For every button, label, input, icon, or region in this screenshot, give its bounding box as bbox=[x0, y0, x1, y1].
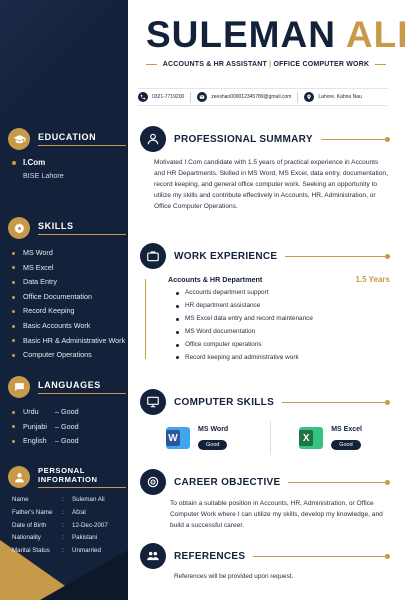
contact-location: Lahore, Kahna Nau bbox=[304, 92, 361, 102]
computer-skills-title: COMPUTER SKILLS bbox=[174, 396, 275, 408]
location-pin-icon bbox=[304, 92, 314, 102]
phone-icon bbox=[138, 92, 148, 102]
summary-title: PROFESSIONAL SUMMARY bbox=[174, 133, 313, 145]
ms-excel-logo-icon: X bbox=[299, 427, 323, 449]
user-icon bbox=[8, 466, 30, 488]
list-item: Record Keeping bbox=[12, 304, 126, 319]
computer-skills-section bbox=[140, 389, 390, 455]
skill-card-word: W MS Word Good bbox=[166, 426, 228, 451]
job-title: ACCOUNTS & HR ASSISTANT | OFFICE COMPUTER WORK bbox=[162, 61, 370, 68]
graduation-cap-icon bbox=[8, 128, 30, 150]
references-title: REFERENCES bbox=[174, 550, 246, 562]
language-row: English – Good bbox=[8, 434, 126, 449]
monitor-icon bbox=[140, 389, 166, 415]
experience-duration: 1.5 Years bbox=[355, 275, 390, 284]
skills-section bbox=[8, 215, 126, 363]
job-title-row bbox=[146, 61, 386, 68]
target-icon bbox=[140, 469, 166, 495]
ms-word-logo-icon: W bbox=[166, 427, 190, 449]
skills-title: SKILLS bbox=[38, 221, 126, 235]
contact-email[interactable]: zeeshan000012345789@gmail.com bbox=[197, 92, 291, 102]
list-item: Basic Accounts Work bbox=[12, 319, 126, 334]
skills-list bbox=[8, 246, 126, 363]
experience-department: Accounts & HR Department bbox=[168, 275, 263, 284]
gear-icon bbox=[8, 217, 30, 239]
list-item: MS Word bbox=[12, 246, 126, 261]
education-degree: I.Com bbox=[8, 158, 126, 167]
personal-info-row: Marital Status : Unmarried bbox=[12, 547, 101, 555]
experience-title: WORK EXPERIENCE bbox=[174, 250, 278, 262]
skill-level-badge: Good bbox=[331, 440, 360, 450]
education-institute: BISE Lahore bbox=[23, 171, 64, 180]
language-row: Urdu – Good bbox=[8, 405, 126, 420]
list-item: Data Entry bbox=[12, 275, 126, 290]
summary-text: Motivated I.Com candidate with 1.5 years of practical experience in Accounts and HR Departments. Skilled in MS Word, MS Excel, data entry, documentation, record keeping, and general office computer work. Seeking an opportunity to utilize my skills and contribute effectively in Accounts, HR, Administration, or Office Computer Operations. bbox=[154, 159, 388, 210]
personal-info-section bbox=[8, 464, 126, 558]
references-section bbox=[140, 543, 390, 580]
list-item: MS Excel bbox=[12, 261, 126, 276]
contact-bar bbox=[138, 88, 388, 106]
list-item: Accounts department support bbox=[176, 287, 390, 300]
sidebar bbox=[0, 0, 128, 600]
chat-bubble-icon bbox=[8, 376, 30, 398]
experience-list bbox=[154, 287, 390, 364]
references-text: References will be provided upon request. bbox=[174, 573, 294, 580]
list-item: MS Word documentation bbox=[176, 326, 390, 339]
list-item: HR department assistance bbox=[176, 300, 390, 313]
candidate-name: SULEMAN ALI bbox=[146, 14, 408, 55]
list-item: MS Excel data entry and record maintenance bbox=[176, 313, 390, 326]
list-item: Office Documentation bbox=[12, 290, 126, 305]
personal-info-row: Father's Name : Afzal bbox=[12, 508, 86, 516]
education-section bbox=[8, 126, 126, 180]
personal-info-row: Nationality : Pakistani bbox=[12, 534, 98, 542]
briefcase-icon bbox=[140, 243, 166, 269]
experience-header bbox=[154, 275, 390, 284]
mail-icon bbox=[197, 92, 207, 102]
list-item: Basic HR & Administrative Work bbox=[12, 334, 126, 349]
personal-info-title: PERSONAL INFORMATION bbox=[38, 466, 126, 488]
user-icon bbox=[140, 126, 166, 152]
list-item: Record keeping and administrative work bbox=[176, 352, 390, 365]
languages-section bbox=[8, 374, 126, 449]
skill-level-badge: Good bbox=[198, 440, 227, 450]
personal-info-row: Date of Birth : 12-Dec-2007 bbox=[12, 521, 108, 529]
list-item: Office computer operations bbox=[176, 339, 390, 352]
summary-section bbox=[140, 126, 390, 213]
objective-text: To obtain a suitable position in Accounts, HR, Administration, or Office Computer Work where I can utilize my skills, develop my knowledge, and build a successful career. bbox=[170, 500, 383, 529]
objective-section bbox=[140, 469, 390, 532]
languages-title: LANGUAGES bbox=[38, 380, 126, 394]
contact-phone[interactable]: 0321-7719200 bbox=[138, 92, 184, 102]
list-item: Computer Operations bbox=[12, 348, 126, 363]
objective-title: CAREER OBJECTIVE bbox=[174, 476, 281, 488]
personal-info-row: Name : Suleman Ali bbox=[12, 496, 105, 503]
people-icon bbox=[140, 543, 166, 569]
experience-section bbox=[140, 243, 390, 364]
skill-card-excel: X MS Excel Good bbox=[299, 426, 362, 451]
language-row: Punjabi – Good bbox=[8, 420, 126, 435]
education-title: EDUCATION bbox=[38, 132, 126, 146]
